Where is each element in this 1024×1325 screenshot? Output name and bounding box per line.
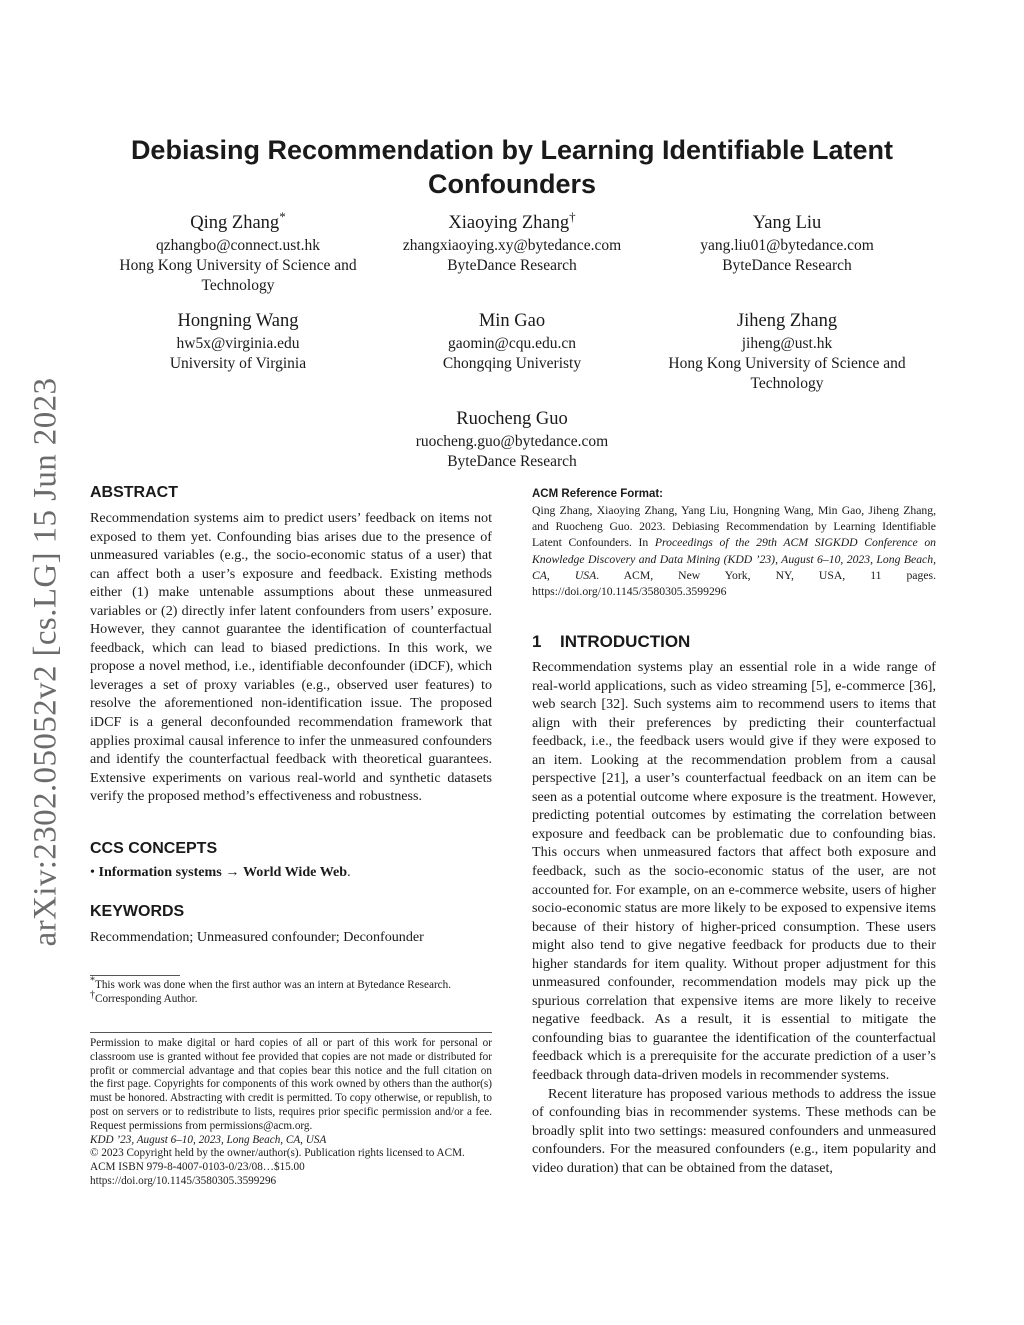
acm-reference-heading: ACM Reference Format: xyxy=(532,488,663,500)
author-block xyxy=(362,408,662,472)
author-block xyxy=(88,310,388,374)
author-email: ruocheng.guo@bytedance.com xyxy=(415,433,609,450)
author-block xyxy=(637,212,937,276)
author-footnote-mark: * xyxy=(279,208,286,224)
conference-info: KDD ’23, August 6–10, 2023, Long Beach, CA, USA xyxy=(90,1133,327,1146)
abstract-text: Recommendation systems aim to predict users’ feedback on items not exposed to them yet. Confounding bias arises due to the presence of unmeasured variables (e.g., the socio-economic status of a user) that can affect both a user’s exposure and feedback. Existing methods either (1) make untenable assumptions about these unmeasured variables or (2) directly infer latent confounders from users’ exposure. However, they cannot guarantee the identification of counterfactual feedback, which can lead to biased predictions. In this work, we propose a novel method, i.e., identifiable deconfounder (iDCF), which leverages a set of proxy variables (e.g., observed user features) to resolve the aforementioned non-identification issue. The proposed iDCF is a general deconfounded recommendation framework that applies proximal causal inference to infer the unmeasured confounders and identify the counterfactual feedback with theoretical guarantees. Extensive experiments on various real-world and synthetic datasets verify the proposed method’s effectiveness and robustness. xyxy=(90,510,492,805)
ccs-heading: CCS CONCEPTS xyxy=(90,840,218,857)
author-affiliation: Hong Kong University of Science and Technology xyxy=(668,355,906,392)
ccs-concept: Information systems xyxy=(98,864,222,880)
keywords-text: Recommendation; Unmeasured confounder; Deconfounder xyxy=(90,929,424,945)
copyright-line: © 2023 Copyright held by the owner/author(s). Publication rights licensed to ACM. xyxy=(90,1147,465,1160)
ccs-sub-concept: World Wide Web xyxy=(242,864,348,880)
author-email: jiheng@ust.hk xyxy=(741,335,833,352)
acm-reference-text: Qing Zhang, Xiaoying Zhang, Yang Liu, Hongning Wang, Min Gao, Jiheng Zhang, and Ruocheng Guo. 2023. Debiasing Recommendation by Learning Identifiable Latent Confounders. In Proceedings of the 29th ACM SIGKDD Conference on Knowledge Discovery and Data Mining (KDD ’23), August 6–10, 2023, Long Beach, CA, USA. ACM, New York, NY, USA, 11 pages. https://doi.org/10.1145/3580305.3599296 xyxy=(532,504,937,599)
permission-rule xyxy=(90,1032,492,1033)
keywords-heading: KEYWORDS xyxy=(90,903,185,920)
footnotes xyxy=(90,975,492,1007)
author-footnote-mark: † xyxy=(569,208,576,224)
footnote-rule xyxy=(90,975,180,976)
acm-reference xyxy=(532,487,936,600)
footnote-star: *This work was done when the first author was an intern at Bytedance Research. xyxy=(90,975,452,991)
author-affiliation: Chongqing Univeristy xyxy=(442,355,582,372)
author-name: Yang Liu xyxy=(752,213,822,233)
author-block xyxy=(362,208,662,276)
isbn-line: ACM ISBN 979-8-4007-0103-0/23/08…$15.00 xyxy=(90,1161,305,1174)
intro-paragraph: Recent literature has proposed various methods to address the issue of confounding bias in recommender systems. These methods can be broadly split into two settings: measured confounders and unmeasured confounders. For the measured confounders (e.g., item popularity and video duration) that can be obtained from the dataset, xyxy=(532,1085,936,1176)
permission-text: Permission to make digital or hard copies of all or part of this work for personal or classroom use is granted without fee provided that copies are not made or distributed for profit or commercial advantage and that copies bear this notice and the full citation on the first page. Copyrights for components of this work owned by others than the author(s) must be honored. Abstracting with credit is permitted. To copy otherwise, or republish, to post on servers or to redistribute to lists, requires prior specific permission and/or a fee. Request permissions from permissions@acm.org. xyxy=(90,1037,492,1132)
author-name: Xiaoying Zhang† xyxy=(448,208,576,233)
author-name: Jiheng Zhang xyxy=(736,311,838,331)
section-number: 1 xyxy=(532,632,542,651)
acm-proceedings: Proceedings of the 29th ACM SIGKDD Conference on Knowledge Discovery and Data Mining (KDD ’23), August 6–10, 2023, Long Beach, CA, USA xyxy=(532,536,937,582)
author-email: hw5x@virginia.edu xyxy=(176,335,300,352)
abstract-heading: ABSTRACT xyxy=(90,484,178,501)
author-email: yang.liu01@bytedance.com xyxy=(700,237,874,254)
ccs-section xyxy=(90,839,492,882)
arxiv-stamp-text: arXiv:2302.05052v2 [cs.LG] 15 Jun 2023 xyxy=(27,377,64,947)
author-email: qzhangbo@connect.ust.hk xyxy=(155,237,321,254)
keywords-section xyxy=(90,902,492,947)
abstract-section xyxy=(90,483,492,806)
introduction-heading: 1 INTRODUCTION xyxy=(532,632,691,651)
author-affiliation: ByteDance Research xyxy=(447,257,577,274)
author-affiliation: University of Virginia xyxy=(169,355,307,372)
author-block xyxy=(88,208,388,296)
author-email: zhangxiaoying.xy@bytedance.com xyxy=(402,237,622,254)
author-affiliation: ByteDance Research xyxy=(722,257,852,274)
paper-title: Debiasing Recommendation by Learning Identifiable Latent Confounders xyxy=(130,135,894,199)
author-name: Hongning Wang xyxy=(177,311,299,331)
permission-block xyxy=(90,1037,492,1189)
author-affiliation: ByteDance Research xyxy=(447,453,577,470)
author-block xyxy=(637,310,937,394)
doi-line: https://doi.org/10.1145/3580305.3599296 xyxy=(90,1174,277,1187)
intro-paragraph: Recommendation systems play an essential role in a wide range of real-world applications, such as video streaming [5], e-commerce [36], web search [32]. Such systems aim to recommend users to items that align with their preferences by predicting their counterfactual feedback, i.e., the feedback users would give if they were exposed to an item. Looking at the recommendation problem from a causal perspective [21], a user’s counterfactual feedback on an item can be seen as a potential outcome where exposure is the treatment. However, predicting potential outcomes by estimating the correlation between exposure and feedback can be problematic due to confounding bias. This occurs when unmeasured factors that affect both exposure and feedback, such as the socio-economic status of the user, are not accounted for. For example, on an e-commerce website, users of higher socio-economic status are more likely to be exposed to expensive items because of their history of higher-priced consumption. These users might also tend to give negative feedback for products due to their higher standards for item quality. Without proper adjustment for this unmeasured confounder, recommendation models may pick up the spurious correlation that expensive items are more likely to receive negative feedback. As a result, it is essential to mitigate the confounding bias to guarantee the identification of the counterfactual feedback which is a prerequisite for the accurate prediction of a user’s feedback through data-driven models in recommender systems. xyxy=(532,659,936,1084)
author-name: Min Gao xyxy=(478,311,546,331)
author-email: gaomin@cqu.edu.cn xyxy=(448,335,576,352)
ccs-concepts: • Information systems → World Wide Web. xyxy=(90,864,351,880)
footnote-dagger: †Corresponding Author. xyxy=(90,989,198,1005)
author-block xyxy=(362,310,662,374)
author-name: Qing Zhang* xyxy=(190,208,286,233)
introduction-section xyxy=(532,631,936,1177)
author-affiliation: Hong Kong University of Science and Technology xyxy=(119,257,357,294)
author-name: Ruocheng Guo xyxy=(456,409,568,429)
